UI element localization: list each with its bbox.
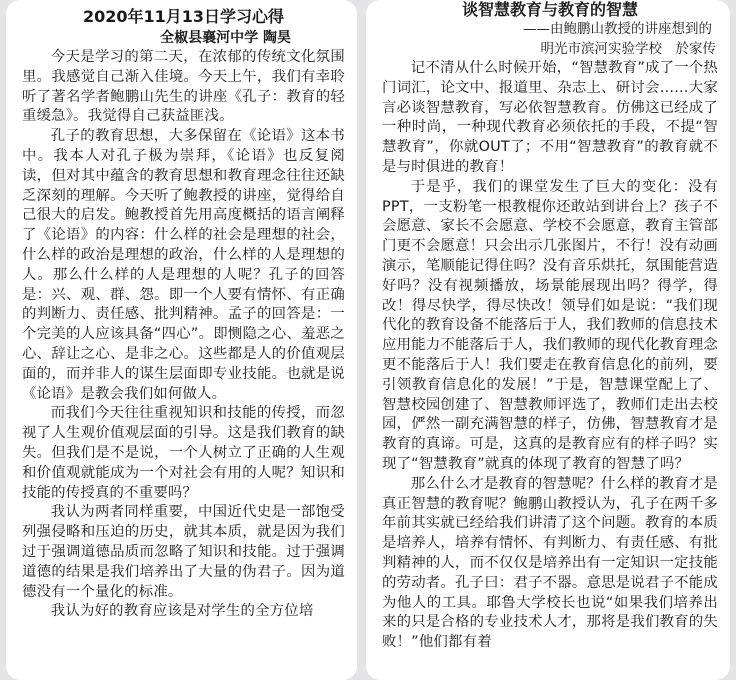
paragraph: 孔子的教育思想，大多保留在《论语》这本书中。我本人对孔子极为崇拜，《论语》也反复阅读，但对其中蕴含的教育思想和教育理念往往还缺乏深刻的理解。今天听了鲍教授的讲座，觉得给自己很大的启发。鲍教授首先用高度概括的语言阐释了《论语》的内容：什么样的社会是理想的社会，什么样的政治是理想的政治，什么样的人是理想的人。那么什么样的人是理想的人呢？孔子的回答是：兴、观、群、怨。即一个人要有情怀、有正确的判断力、责任感、批判精神。孟子的回答是：一个完美的人应该具备“四心”。即恻隐之心、羞恶之心、辞让之心、是非之心。这些都是人的价值观层面的，而并非人的谋生层面即专业技能。也就是说《论语》是教会我们如何做人。 (22, 128, 345, 402)
article-author: 全椒县襄河中学 陶昊 (160, 30, 291, 46)
paragraph: 记不清从什么时候开始，“智慧教育”成了一个热门词汇，论文中、报道里、杂志上、研讨会……大家言必谈智慧教育，写必依智慧教育。仿佛这已经成了一种时尚，一种现代教育必须依托的手段，不提“智慧教育”，你就OUT了；不用“智慧教育”的教育就不是与时俱进的教育！ (382, 60, 718, 175)
paragraph: 于是乎，我们的课堂发生了巨大的变化：没有PPT，一支粉笔一根教棍你还敢站到讲台上？孩子不会愿意、家长不会愿意、学校不会愿意，教育主管部门更不会愿意！只会出示几张图片，不行！没有动画演示，笔顺能记得住吗？没有音乐烘托，氛围能营造好吗？没有视频播放，场景能展现出吗？得学，得改！得尽快学，得尽快改！领导们如是说：“我们现代化的教育设备不能落后于人，我们教师的信息技术应用能力不能落后于人，我们教师的现代化教育理念更不能落后于人！我们要走在教育信息化的前列，要引领教育信息化的发展！”于是，智慧课堂配上了、智慧校园创建了、智慧教师评选了，教师们走出去校园，俨然一副充满智慧的样子，仿佛，智慧教育才是教育的真谛。可是，这真的是教育应有的样子吗？实现了“智慧教育”就真的体现了教育的智慧了吗？ (382, 178, 718, 472)
article-title: 2020年11月13日学习心得 (82, 7, 285, 26)
article-title: 谈智慧教育与教育的智慧 (461, 0, 638, 19)
paragraph: 我认为两者同样重要，中国近代史是一部饱受列强侵略和压迫的历史，就其本质，就是因为我们过于强调道德品质而忽略了知识和技能。过于强调道德的结果是我们培养出了大量的伪君子。因为道德没有一个量化的标准。 (22, 504, 345, 600)
paragraph: 那么什么才是教育的智慧呢？什么样的教育才是真正智慧的教育呢？鲍鹏山教授认为，孔子在两千多年前其实就已经给我们讲清了这个问题。教育的本质是培养人，培养有情怀、有判断力、有责任感、有批判精神的人，而不仅仅是培养出有一定知识一定技能的劳动者。孔子曰：君子不器。意思是说君子不能成为他人的工具。耶鲁大学校长也说“如果我们培养出来的只是合格的专业技术人才，那将是我们教育的失败！”他们都有着 (382, 475, 718, 651)
paragraph: 而我们今天往往重视知识和技能的传授，而忽视了人生观价值观层面的引导。这是我们教育的缺失。但我们是不是说，一个人树立了正确的人生观和价值观就能成为一个对社会有用的人呢？知识和技能的传授真的不重要吗？ (22, 405, 345, 501)
article-subtitle: ——由鲍鹏山教授的讲座想到的 (523, 21, 712, 37)
left-article-page (6, 0, 357, 680)
paragraph: 我认为好的教育应该是对学生的全方位培 (50, 603, 314, 620)
article-author: 明光市滨河实验学校 於家传 (540, 41, 716, 57)
paragraph: 今天是学习的第二天，在浓郁的传统文化氛围里。我感觉自己渐入佳境。今天上午，我们有幸聆听了著名学者鲍鹏山先生的讲座《孔子：教育的轻重缓急》。我觉得自己获益匪浅。 (22, 49, 345, 125)
right-article-page (366, 0, 730, 680)
